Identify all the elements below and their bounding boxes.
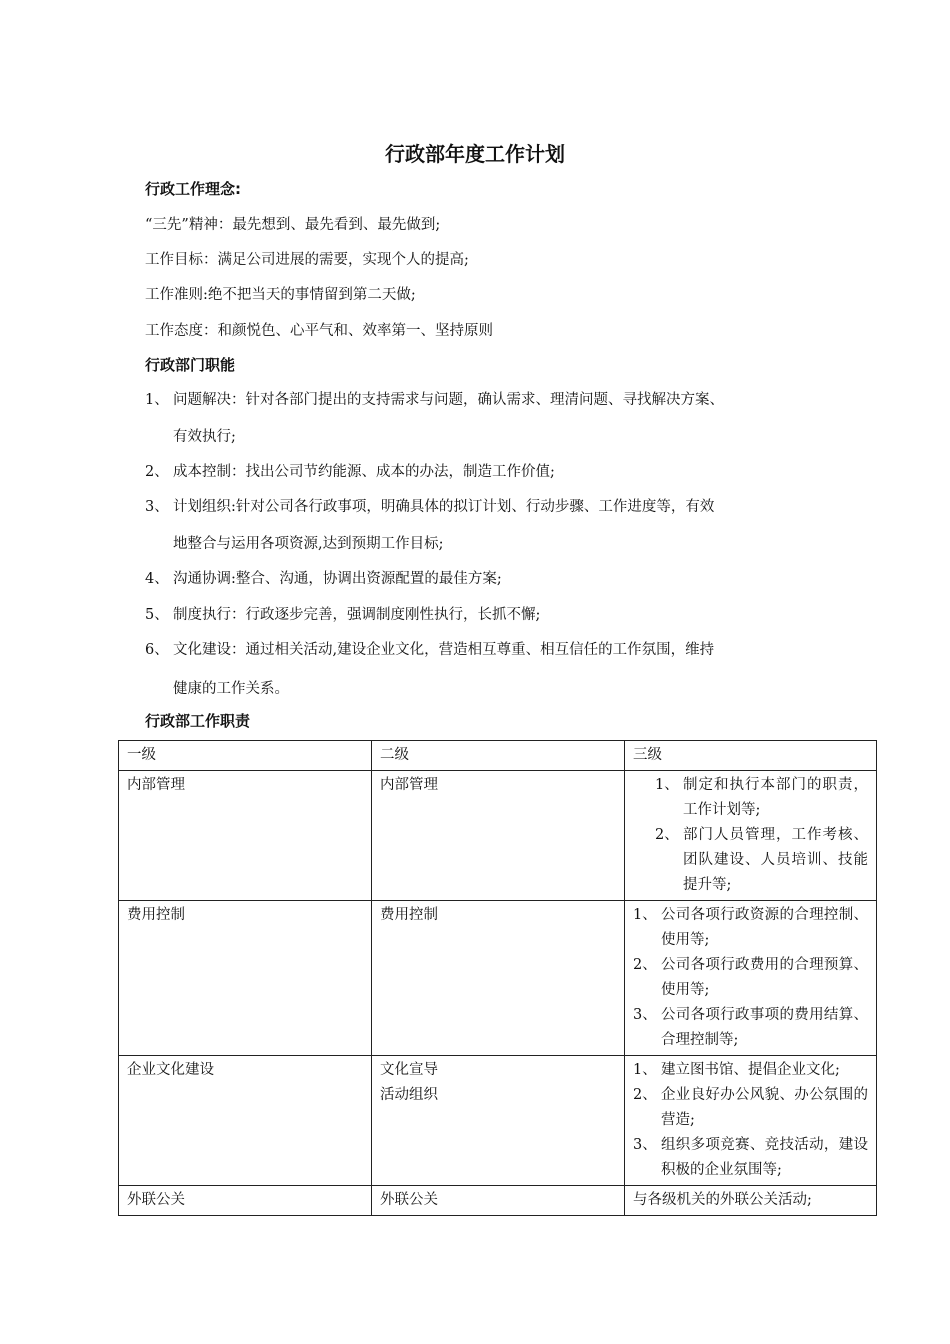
concept-heading: 行政工作理念:: [145, 180, 241, 198]
level3-text: 公司各项行政费用的合理预算、使用等;: [661, 957, 868, 998]
function-item: [145, 603, 540, 624]
list-number: 2、: [633, 957, 657, 973]
level2-item: 内部管理: [380, 777, 438, 793]
function-text: 沟通协调:整合、沟通，协调出资源配置的最佳方案;: [173, 571, 502, 587]
function-item: [145, 638, 714, 659]
concept-line: 工作目标：满足公司进展的需要，实现个人的提高;: [145, 252, 469, 268]
list-number: 3、: [633, 1137, 657, 1153]
table-header-row: [119, 741, 877, 771]
list-number: 3、: [145, 499, 169, 515]
function-text: 问题解决：针对各部门提出的支持需求与问题，确认需求、理清问题、寻找解决方案、: [173, 392, 724, 408]
list-number: 2、: [145, 464, 169, 480]
list-number: 1、: [633, 907, 657, 923]
level3-item: [655, 823, 868, 898]
list-number: 1、: [655, 777, 679, 793]
level3-item: [633, 953, 868, 1003]
functions-heading: 行政部门职能: [145, 356, 236, 374]
function-text: 成本控制：找出公司节约能源、成本的办法，制造工作价值;: [173, 464, 555, 480]
concept-line: “三先”精神：最先想到、最先看到、最先做到;: [145, 217, 441, 233]
function-item: [145, 388, 724, 409]
level1-cell: 企业文化建设: [119, 1056, 372, 1186]
list-number: 1、: [145, 392, 169, 408]
duties-heading: 行政部工作职责: [145, 712, 251, 730]
list-number: 6、: [145, 642, 169, 658]
list-number: 4、: [145, 571, 169, 587]
function-text: 制度执行：行政逐步完善，强调制度刚性执行，长抓不懈;: [173, 607, 541, 623]
level3-cell: [625, 901, 877, 1056]
list-number: 2、: [633, 1087, 657, 1103]
level2-cell: [372, 771, 625, 901]
level3-item: [655, 773, 868, 823]
level3-cell: 与各级机关的外联公关活动;: [625, 1186, 877, 1216]
page-title: 行政部年度工作计划: [385, 142, 565, 166]
duties-table: [118, 740, 877, 1216]
level3-item: [633, 1133, 868, 1183]
concept-line: 工作准则:绝不把当天的事情留到第二天做;: [145, 287, 416, 303]
list-number: 3、: [633, 1007, 657, 1023]
table-row: [119, 901, 877, 1056]
function-text: 计划组织:针对公司各行政事项，明确具体的拟订计划、行动步骤、工作进度等，有效: [173, 499, 715, 515]
level2-cell: [372, 1186, 625, 1216]
function-text-continued: 地整合与运用各项资源,达到预期工作目标;: [173, 536, 444, 552]
level2-item: 费用控制: [380, 907, 438, 923]
list-number: 5、: [145, 607, 169, 623]
level3-item: [633, 1003, 868, 1053]
level3-text: 制定和执行本部门的职责，工作计划等;: [683, 777, 868, 818]
function-text-continued: 健康的工作关系。: [173, 681, 289, 697]
level3-text: 部门人员管理，工作考核、团队建设、人员培训、技能提升等;: [683, 827, 868, 893]
column-header: 一级: [119, 741, 372, 771]
level3-text: 组织多项竞赛、竞技活动，建设积极的企业氛围等;: [661, 1137, 868, 1178]
column-header: 三级: [625, 741, 877, 771]
level3-text: 公司各项行政事项的费用结算、合理控制等;: [661, 1007, 868, 1048]
list-number: 1、: [633, 1062, 657, 1078]
level3-item: [633, 903, 868, 953]
level2-cell: [372, 901, 625, 1056]
level3-text: 公司各项行政资源的合理控制、使用等;: [661, 907, 868, 948]
list-number: 2、: [655, 827, 679, 843]
level2-item: 活动组织: [380, 1087, 438, 1103]
function-item: [145, 567, 502, 588]
function-item: [145, 495, 714, 516]
level2-item: 外联公关: [380, 1192, 438, 1208]
level3-item: [633, 1083, 868, 1133]
table-row: [119, 1186, 877, 1216]
function-text-continued: 有效执行;: [173, 429, 236, 445]
column-header: 二级: [372, 741, 625, 771]
level3-cell: [625, 1056, 877, 1186]
level3-text: 企业良好办公风貌、办公氛围的营造;: [661, 1087, 868, 1128]
table-row: [119, 1056, 877, 1186]
level2-item: 文化宣导: [380, 1062, 438, 1078]
level3-text: 建立图书馆、提倡企业文化;: [661, 1062, 840, 1078]
level3-cell: [625, 771, 877, 901]
level1-cell: 内部管理: [119, 771, 372, 901]
level2-cell: [372, 1056, 625, 1186]
level1-cell: 费用控制: [119, 901, 372, 1056]
function-text: 文化建设：通过相关活动,建设企业文化，营造相互尊重、相互信任的工作氛围，维持: [173, 642, 715, 658]
concept-line: 工作态度：和颜悦色、心平气和、效率第一、坚持原则: [145, 323, 493, 339]
level3-item: [633, 1058, 868, 1083]
level1-cell: 外联公关: [119, 1186, 372, 1216]
table-row: [119, 771, 877, 901]
function-item: [145, 460, 555, 481]
